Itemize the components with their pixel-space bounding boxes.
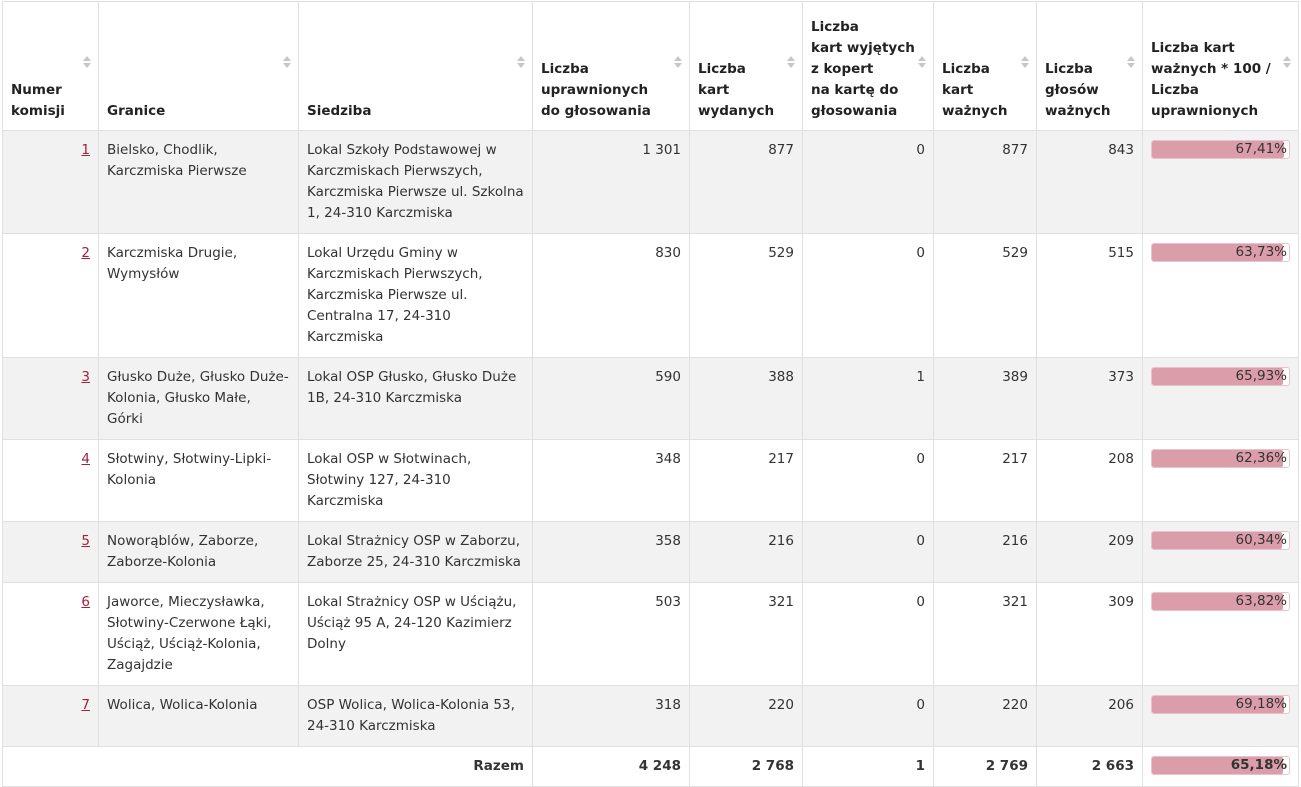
- cell-granice: Bielsko, Chodlik, Karczmiska Pierwsze: [99, 131, 299, 234]
- cell-numer: [3, 522, 99, 583]
- col-header-frekwencja[interactable]: [1143, 2, 1299, 131]
- cell-kart-wydanych: 220: [690, 686, 803, 747]
- cell-siedziba: Lokal Szkoły Podstawowej w Karczmiskach Pierwszych, Karczmiska Pierwsze ul. Szkolna 1, 24-310 Karczmiska: [299, 131, 533, 234]
- turnout-value: 62,36%: [1235, 450, 1287, 466]
- turnout-value: 65,93%: [1235, 368, 1287, 384]
- cell-kart-waznych: 389: [934, 358, 1037, 440]
- cell-numer: [3, 131, 99, 234]
- sort-icon[interactable]: [1283, 54, 1291, 70]
- col-header-siedziba[interactable]: [299, 2, 533, 131]
- commission-link[interactable]: 7: [81, 697, 90, 713]
- cell-kart-wyjetych: 0: [803, 131, 934, 234]
- total-kart-waznych: 2 769: [934, 747, 1037, 787]
- table-row: [3, 686, 1299, 747]
- cell-frekwencja: [1143, 440, 1299, 522]
- cell-kart-wydanych: 877: [690, 131, 803, 234]
- col-header-kart-wydanych[interactable]: [690, 2, 803, 131]
- table-row: [3, 234, 1299, 358]
- table-row: [3, 131, 1299, 234]
- col-header-uprawnionych[interactable]: [533, 2, 690, 131]
- turnout-bar: [1151, 531, 1290, 550]
- cell-siedziba: Lokal OSP w Słotwinach, Słotwiny 127, 24-310 Karczmiska: [299, 440, 533, 522]
- header-label: Liczba kart ważnych * 100 / Liczba uprawnionych: [1151, 40, 1271, 119]
- cell-granice: Noworąblów, Zaborze, Zaborze-Kolonia: [99, 522, 299, 583]
- cell-numer: [3, 440, 99, 522]
- cell-kart-wydanych: 529: [690, 234, 803, 358]
- turnout-bar: [1151, 592, 1290, 611]
- turnout-value: 63,73%: [1235, 244, 1287, 260]
- sort-icon[interactable]: [283, 54, 291, 70]
- cell-kart-waznych: 217: [934, 440, 1037, 522]
- cell-siedziba: Lokal Strażnicy OSP w Uściążu, Uściąż 95 A, 24-120 Kazimierz Dolny: [299, 583, 533, 686]
- cell-granice: Wolica, Wolica-Kolonia: [99, 686, 299, 747]
- cell-glosow-waznych: 208: [1037, 440, 1143, 522]
- cell-granice: Karczmiska Drugie, Wymysłów: [99, 234, 299, 358]
- cell-siedziba: Lokal OSP Głusko, Głusko Duże 1B, 24-310 Karczmiska: [299, 358, 533, 440]
- cell-frekwencja: [1143, 131, 1299, 234]
- col-header-kart-wyjetych[interactable]: [803, 2, 934, 131]
- turnout-value: 67,41%: [1235, 141, 1287, 157]
- results-table-container: [2, 1, 1298, 787]
- col-header-numer-komisji[interactable]: [3, 2, 99, 131]
- cell-uprawnionych: 1 301: [533, 131, 690, 234]
- cell-kart-wydanych: 217: [690, 440, 803, 522]
- total-label: Razem: [3, 747, 533, 787]
- cell-kart-wydanych: 388: [690, 358, 803, 440]
- cell-siedziba: Lokal Urzędu Gminy w Karczmiskach Pierwszych, Karczmiska Pierwsze ul. Centralna 17, 24-310 Karczmiska: [299, 234, 533, 358]
- cell-numer: [3, 358, 99, 440]
- cell-uprawnionych: 358: [533, 522, 690, 583]
- header-label: Siedziba: [307, 103, 372, 119]
- cell-kart-waznych: 216: [934, 522, 1037, 583]
- cell-kart-wyjetych: 0: [803, 522, 934, 583]
- cell-granice: Jaworce, Mieczysławka, Słotwiny-Czerwone Łąki, Uściąż, Uściąż-Kolonia, Zagajdzie: [99, 583, 299, 686]
- cell-kart-wydanych: 321: [690, 583, 803, 686]
- header-row: [3, 2, 1299, 131]
- cell-glosow-waznych: 309: [1037, 583, 1143, 686]
- cell-frekwencja: [1143, 583, 1299, 686]
- sort-icon[interactable]: [1127, 54, 1135, 70]
- total-glosow-waznych: 2 663: [1037, 747, 1143, 787]
- commission-link[interactable]: 6: [81, 594, 90, 610]
- cell-frekwencja: [1143, 686, 1299, 747]
- turnout-bar: [1151, 243, 1290, 262]
- turnout-bar: [1151, 756, 1290, 775]
- header-label: Liczba głosów ważnych: [1045, 61, 1111, 119]
- turnout-value: 60,34%: [1235, 532, 1287, 548]
- cell-glosow-waznych: 515: [1037, 234, 1143, 358]
- total-kart-wydanych: 2 768: [690, 747, 803, 787]
- cell-granice: Głusko Duże, Głusko Duże-Kolonia, Głusko Małe, Górki: [99, 358, 299, 440]
- header-label: Granice: [107, 103, 166, 119]
- commission-link[interactable]: 1: [81, 142, 90, 158]
- turnout-value: 69,18%: [1235, 696, 1287, 712]
- table-row: [3, 522, 1299, 583]
- cell-uprawnionych: 590: [533, 358, 690, 440]
- header-label: Liczba kart wyjętych z kopert na kartę do głosowania: [811, 19, 915, 119]
- cell-glosow-waznych: 373: [1037, 358, 1143, 440]
- turnout-bar: [1151, 367, 1290, 386]
- cell-numer: [3, 234, 99, 358]
- table-row: [3, 440, 1299, 522]
- cell-frekwencja: [1143, 358, 1299, 440]
- cell-kart-wyjetych: 0: [803, 440, 934, 522]
- cell-frekwencja: [1143, 522, 1299, 583]
- sort-icon[interactable]: [674, 54, 682, 70]
- col-header-glosow-waznych[interactable]: [1037, 2, 1143, 131]
- cell-numer: [3, 583, 99, 686]
- commission-link[interactable]: 4: [81, 451, 90, 467]
- sort-icon[interactable]: [517, 54, 525, 70]
- commission-link[interactable]: 3: [81, 369, 90, 385]
- cell-siedziba: OSP Wolica, Wolica-Kolonia 53, 24-310 Karczmiska: [299, 686, 533, 747]
- cell-kart-wyjetych: 0: [803, 234, 934, 358]
- turnout-bar: [1151, 449, 1290, 468]
- cell-kart-wyjetych: 0: [803, 686, 934, 747]
- sort-icon[interactable]: [83, 54, 91, 70]
- results-table: [2, 1, 1299, 787]
- cell-kart-wyjetych: 1: [803, 358, 934, 440]
- cell-frekwencja: [1143, 234, 1299, 358]
- commission-link[interactable]: 5: [81, 533, 90, 549]
- cell-kart-waznych: 529: [934, 234, 1037, 358]
- total-row: [3, 747, 1299, 787]
- sort-icon[interactable]: [1021, 54, 1029, 70]
- cell-kart-wydanych: 216: [690, 522, 803, 583]
- cell-glosow-waznych: 206: [1037, 686, 1143, 747]
- sort-icon[interactable]: [918, 54, 926, 70]
- cell-glosow-waznych: 843: [1037, 131, 1143, 234]
- cell-kart-waznych: 220: [934, 686, 1037, 747]
- cell-siedziba: Lokal Strażnicy OSP w Zaborzu, Zaborze 25, 24-310 Karczmiska: [299, 522, 533, 583]
- turnout-value: 65,18%: [1230, 757, 1287, 773]
- header-label: Liczba uprawnionych do głosowania: [541, 61, 651, 119]
- table-row: [3, 583, 1299, 686]
- sort-icon[interactable]: [787, 54, 795, 70]
- cell-kart-wyjetych: 0: [803, 583, 934, 686]
- cell-uprawnionych: 348: [533, 440, 690, 522]
- turnout-bar: [1151, 695, 1290, 714]
- header-label: Numer komisji: [11, 82, 65, 119]
- cell-uprawnionych: 318: [533, 686, 690, 747]
- cell-uprawnionych: 503: [533, 583, 690, 686]
- cell-uprawnionych: 830: [533, 234, 690, 358]
- col-header-kart-waznych[interactable]: [934, 2, 1037, 131]
- cell-granice: Słotwiny, Słotwiny-Lipki-Kolonia: [99, 440, 299, 522]
- cell-kart-waznych: 877: [934, 131, 1037, 234]
- cell-glosow-waznych: 209: [1037, 522, 1143, 583]
- table-row: [3, 358, 1299, 440]
- header-label: Liczba kart ważnych: [942, 61, 1008, 119]
- turnout-bar: [1151, 140, 1290, 159]
- header-label: Liczba kart wydanych: [698, 61, 775, 119]
- turnout-value: 63,82%: [1235, 593, 1287, 609]
- cell-kart-waznych: 321: [934, 583, 1037, 686]
- total-kart-wyjetych: 1: [803, 747, 934, 787]
- total-uprawnionych: 4 248: [533, 747, 690, 787]
- commission-link[interactable]: 2: [81, 245, 90, 261]
- col-header-granice[interactable]: [99, 2, 299, 131]
- total-frekwencja: [1143, 747, 1299, 787]
- cell-numer: [3, 686, 99, 747]
